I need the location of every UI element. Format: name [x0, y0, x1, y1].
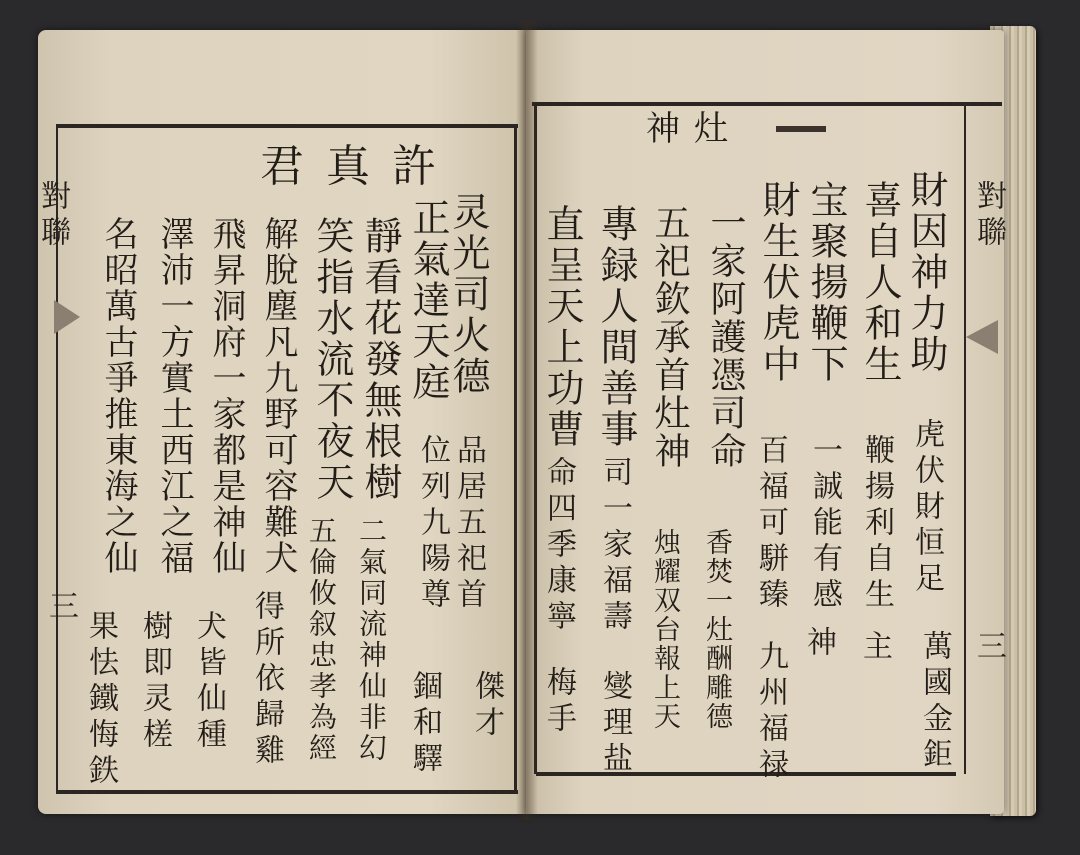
- right-lower-5: 神: [801, 626, 836, 662]
- right-lower-8: 九州福禄: [753, 640, 788, 784]
- left-frame-bottom: [56, 790, 518, 794]
- left-margin-page-number: 三: [43, 590, 78, 626]
- left-frame-top: [56, 124, 518, 128]
- left-col-2: 正氣達天庭: [406, 198, 450, 403]
- right-col-5: 一家阿護憑司命: [705, 204, 746, 470]
- book-gutter: [516, 20, 538, 820]
- right-lower-14: 梅手: [541, 666, 576, 738]
- right-margin-title: 對聯: [971, 180, 1006, 252]
- right-col-8: 直呈天上功曹: [540, 204, 584, 450]
- right-frame-side: [964, 102, 966, 774]
- heading-rule: [776, 126, 826, 132]
- left-lower-5: 二氣同流神仙非幻: [355, 516, 388, 764]
- right-page: [526, 30, 1004, 814]
- left-col-5: 解脫塵凡九野可容難犬: [258, 216, 298, 576]
- right-lower-12: 命四季康寧: [541, 456, 576, 636]
- right-lower-3: 虎伏財恒足: [909, 418, 944, 598]
- left-lower-3: 位列九陽尊: [415, 434, 450, 614]
- right-frame-top: [532, 102, 1002, 106]
- left-lower-7: 得所依歸雞: [249, 590, 284, 770]
- right-col-1: 財因神力助: [904, 170, 948, 375]
- left-lower-6: 五倫攸叙忠孝為經: [305, 516, 338, 764]
- fishtail-mark: [54, 300, 80, 334]
- right-col-7: 專録人間善事: [594, 204, 638, 450]
- left-col-1: 灵光司火德: [446, 192, 490, 397]
- left-lower-2: 品居五祀首: [451, 434, 486, 614]
- left-col-3: 靜看花發無根樹: [358, 216, 402, 503]
- right-lower-7: 百福可駢臻: [753, 434, 788, 614]
- right-col-4: 財生伏虎中: [756, 180, 800, 385]
- right-lower-6: 一誠能有感: [807, 434, 842, 614]
- left-margin-title: 對聯: [35, 180, 70, 252]
- right-col-2: 喜自人和生: [858, 180, 902, 385]
- right-col-6: 五祀欽承首灶神: [649, 204, 690, 470]
- left-col-6: 飛昇洞府一家都是神仙: [206, 216, 246, 576]
- left-lower-1: 傑才: [469, 670, 504, 742]
- fishtail-mark-right: [966, 320, 998, 354]
- left-heading: 許真君: [260, 141, 458, 192]
- right-margin-page-number: 三: [971, 630, 1006, 666]
- left-lower-10: 果怯鐵悔鉄: [83, 610, 118, 790]
- left-page: [35, 30, 526, 814]
- right-col-3: 宝聚揚鞭下: [804, 180, 848, 385]
- right-lower-10: 烛耀双台報上天: [649, 528, 680, 731]
- left-col-7: 澤沛一方實土西江之福: [154, 216, 194, 576]
- right-lower-1: 萬國金鉅: [917, 630, 952, 774]
- right-lower-4: 鞭揚利自生: [859, 434, 894, 614]
- right-heading: 灶神: [646, 109, 742, 149]
- left-col-4: 笑指水流不夜天: [310, 216, 354, 503]
- left-lower-4: 錮和驛: [407, 670, 442, 778]
- right-lower-2: 主: [857, 630, 892, 666]
- left-col-8: 名昭萬古爭推東海之仙: [98, 216, 138, 576]
- right-lower-11: 司一家福壽: [597, 456, 632, 636]
- right-lower-9: 香焚一灶酬雕德: [701, 528, 732, 731]
- right-lower-13: 燮理盐: [597, 670, 632, 778]
- left-lower-8: 犬皆仙種: [191, 610, 226, 754]
- left-lower-9: 樹即灵槎: [137, 610, 172, 754]
